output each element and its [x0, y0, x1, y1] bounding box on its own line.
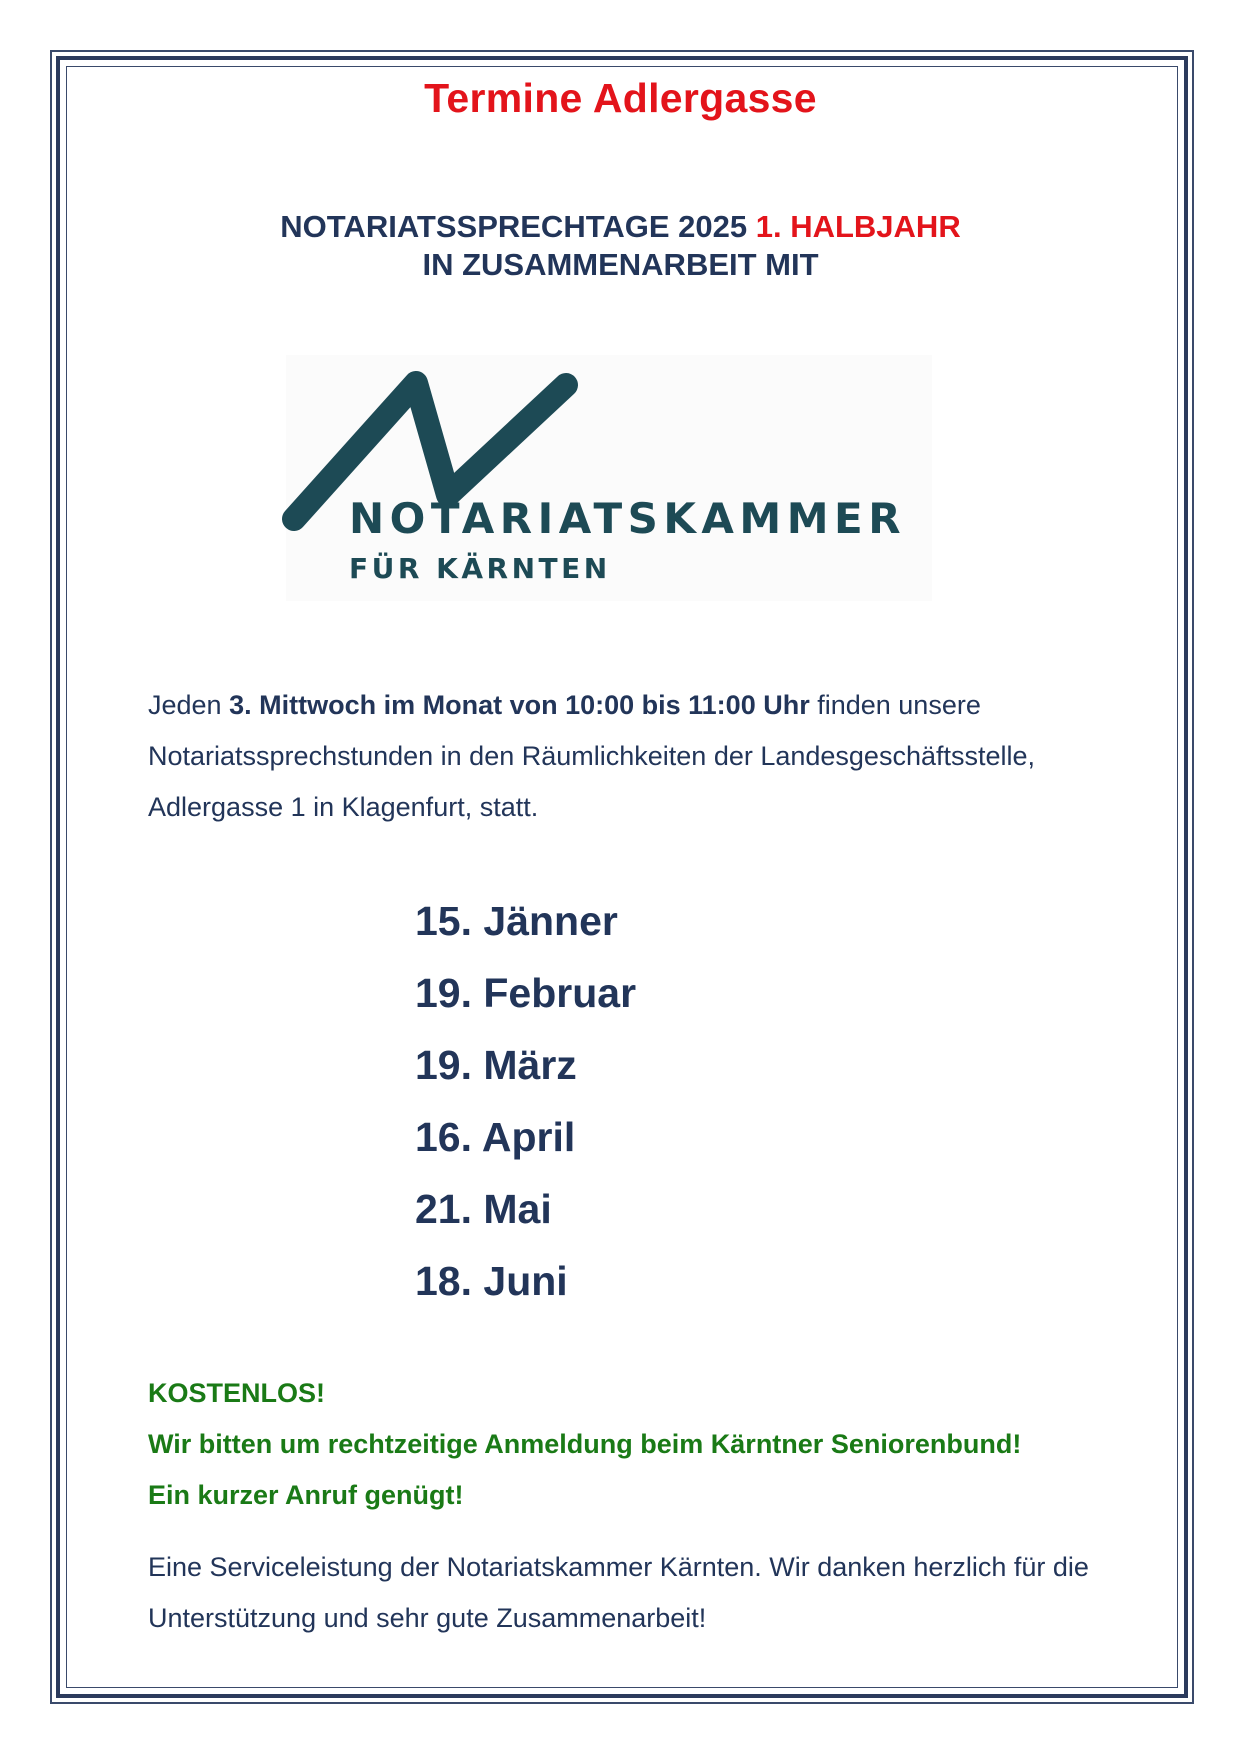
- subtitle: [0, 208, 1241, 284]
- subtitle-highlight: 1. HALBJAHR: [755, 209, 961, 244]
- date-item: 15. Jänner: [415, 898, 618, 944]
- notice-call: Ein kurzer Anruf genügt!: [148, 1480, 464, 1510]
- notice-registration: Wir bitten um rechtzeitige Anmeldung beim Kärntner Seniorenbund!: [148, 1429, 1022, 1459]
- date-item: 16. April: [415, 1114, 576, 1160]
- date-item: 18. Juni: [415, 1258, 568, 1304]
- intro-rest: finden unsere Notariatssprechstunden in den Räumlichkeiten der Landesgeschäftsstelle, Adlergasse 1 in Klagenfurt, statt.: [148, 690, 1036, 822]
- free-notice: [148, 1368, 1148, 1521]
- date-item: 19. März: [415, 1042, 577, 1088]
- intro-paragraph: [148, 680, 1108, 833]
- intro-schedule: 3. Mittwoch im Monat von 10:00 bis 11:00 Uhr: [229, 690, 810, 720]
- notice-free: KOSTENLOS!: [148, 1378, 326, 1408]
- subtitle-main: NOTARIATSSPRECHTAGE 2025: [280, 209, 748, 244]
- subtitle-line-2: IN ZUSAMMENARBEIT MIT: [422, 247, 819, 282]
- footer-thanks: Eine Serviceleistung der Notariatskammer Kärnten. Wir danken herzlich für die Unterstützung und sehr gute Zusammenarbeit!: [148, 1552, 1089, 1633]
- date-item: 21. Mai: [415, 1186, 552, 1232]
- notariatskammer-logo: [276, 355, 932, 601]
- intro-prefix: Jeden: [148, 690, 230, 720]
- logo-region: FÜR KÄRNTEN: [349, 552, 611, 585]
- page-title: Termine Adlergasse: [424, 75, 817, 121]
- logo-name: NOTARIATSKAMMER: [349, 494, 907, 543]
- date-list: [415, 885, 636, 1317]
- date-item: 19. Februar: [415, 970, 637, 1016]
- subtitle-line-1: [0, 208, 1241, 246]
